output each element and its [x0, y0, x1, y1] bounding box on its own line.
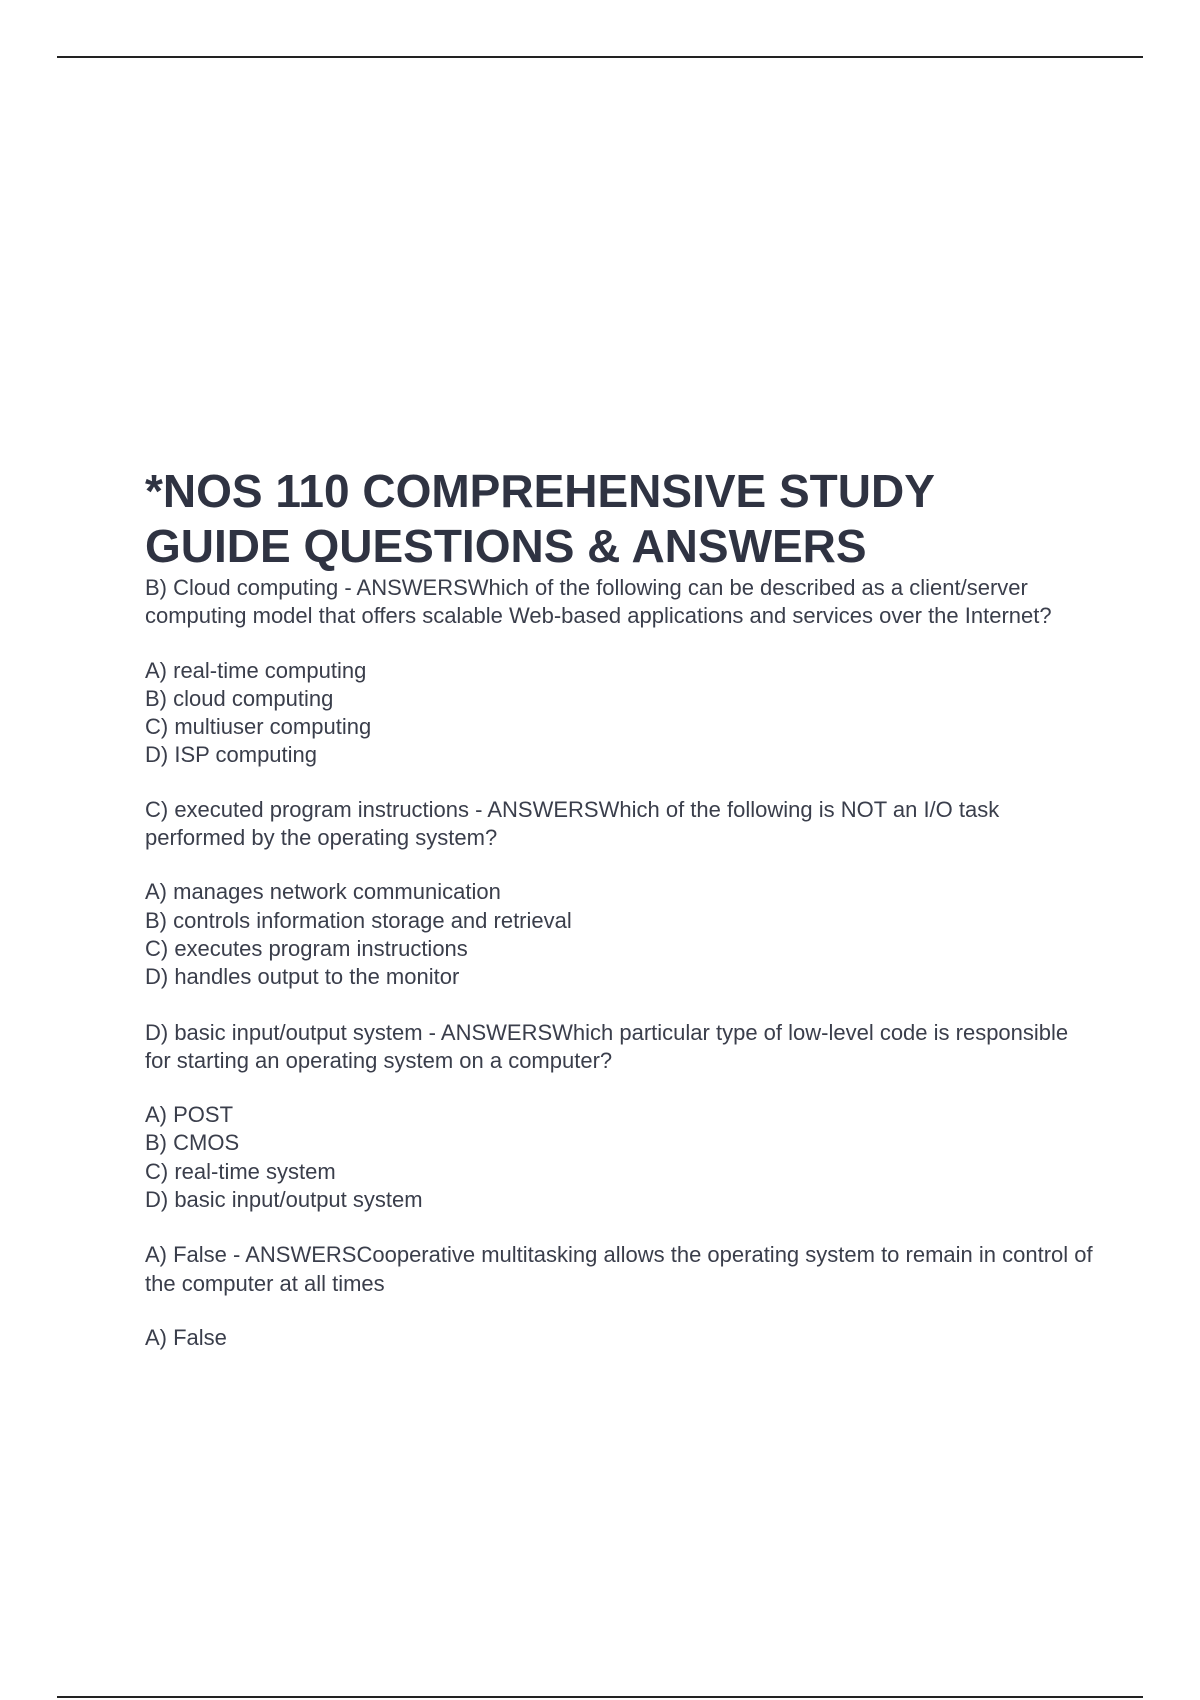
question-block-3	[145, 1019, 1095, 1215]
top-rule	[57, 56, 1143, 58]
option-item: A) POST	[145, 1102, 234, 1128]
option-item: B) CMOS	[145, 1130, 240, 1156]
question-stem: B) Cloud computing - ANSWERSWhich of the following can be described as a client/server computing model that offers scalable Web-based applications and services over the Internet?	[145, 575, 1052, 629]
option-item: A) manages network communication	[145, 879, 501, 905]
question-block-4	[145, 1241, 1095, 1352]
option-item: B) cloud computing	[145, 685, 334, 711]
option-item: C) multiuser computing	[145, 714, 372, 740]
option-list	[145, 657, 1095, 770]
bottom-rule	[57, 1696, 1143, 1698]
option-list	[145, 1324, 1095, 1352]
question-stem: C) executed program instructions - ANSWERSWhich of the following is NOT an I/O task performed by the operating system?	[145, 796, 1000, 851]
option-list	[145, 1101, 1095, 1214]
title-line-2: GUIDE QUESTIONS & ANSWERS	[145, 520, 867, 572]
question-stem: D) basic input/output system - ANSWERSWhich particular type of low-level code is responsible for starting an operating system on a computer?	[145, 1019, 1069, 1073]
title-line-1: *NOS 110 COMPREHENSIVE STUDY	[145, 465, 935, 517]
option-item: D) basic input/output system	[145, 1187, 423, 1213]
question-block-1	[145, 574, 1095, 770]
option-item: D) handles output to the monitor	[145, 964, 460, 990]
option-list	[145, 878, 1095, 991]
page-title	[145, 464, 1095, 574]
question-block-2	[145, 796, 1095, 992]
option-item: C) real-time system	[145, 1158, 336, 1184]
option-item: A) real-time computing	[145, 657, 367, 683]
option-item: D) ISP computing	[145, 742, 318, 768]
question-stem: A) False - ANSWERSCooperative multitasking allows the operating system to remain in control of the computer at all times	[145, 1242, 1093, 1296]
document-body	[145, 464, 1095, 1352]
option-item: C) executes program instructions	[145, 935, 468, 961]
option-item: A) False	[145, 1324, 227, 1350]
option-item: B) controls information storage and retrieval	[145, 907, 572, 933]
